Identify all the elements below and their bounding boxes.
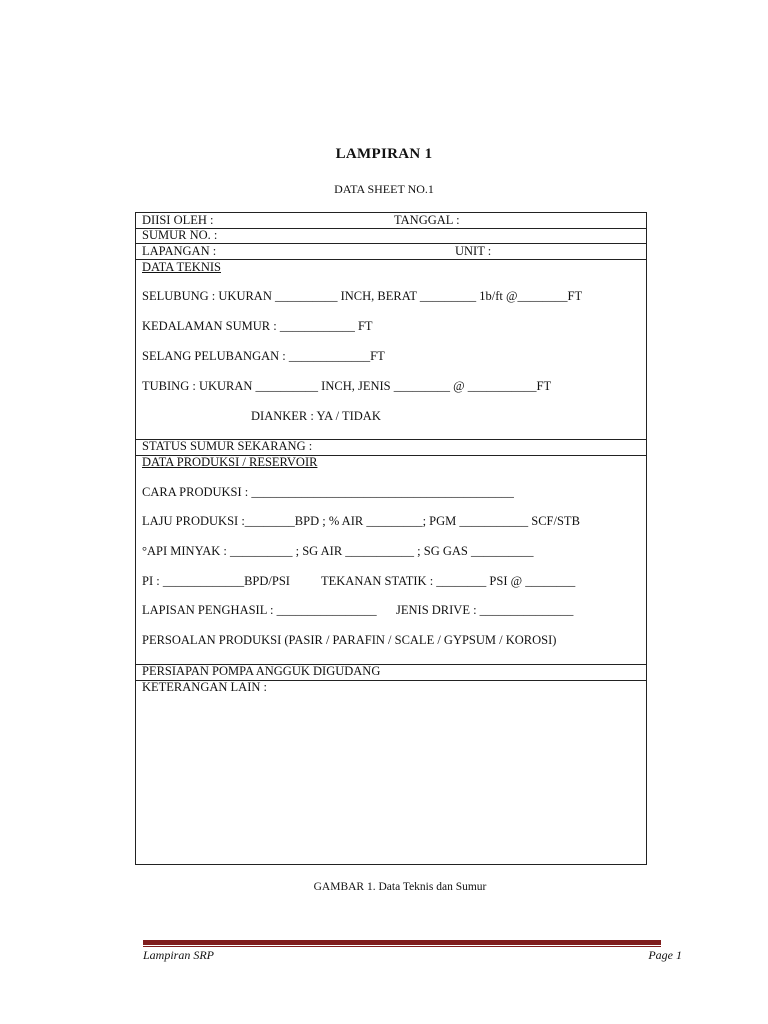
unit-field[interactable]: UNIT : [455, 244, 492, 258]
dianker-line[interactable]: DIANKER : YA / TIDAK [251, 409, 381, 423]
status-sumur-field[interactable]: STATUS SUMUR SEKARANG : [142, 439, 313, 453]
footer-left: Lampiran SRP [143, 948, 215, 962]
figure-caption: GAMBAR 1. Data Teknis dan Sumur [313, 881, 487, 893]
footer-divider [143, 940, 661, 945]
data-sheet-form [135, 212, 647, 865]
keterangan-lain-field[interactable]: KETERANGAN LAIN : [142, 680, 267, 694]
page-heading: LAMPIRAN 1 [335, 146, 433, 162]
tubing-line[interactable]: TUBING : UKURAN __________ INCH, JENIS _________ @ ___________FT [142, 379, 552, 393]
tanggal-field[interactable]: TANGGAL : [394, 213, 460, 227]
jenis-drive-line[interactable]: JENIS DRIVE : _______________ [396, 603, 574, 617]
data-produksi-title: DATA PRODUKSI / RESERVOIR [142, 455, 318, 469]
selubung-line[interactable]: SELUBUNG : UKURAN __________ INCH, BERAT _________ 1b/ft @________FT [142, 289, 583, 303]
footer-divider-thin [143, 946, 661, 947]
lapangan-field[interactable]: LAPANGAN : [142, 244, 217, 258]
kedalaman-line[interactable]: KEDALAMAN SUMUR : ____________ FT [142, 319, 373, 333]
cara-produksi-line[interactable]: CARA PRODUKSI : __________________________________________ [142, 485, 514, 499]
page-number: Page 1 [648, 948, 682, 962]
tekanan-statik-line[interactable]: TEKANAN STATIK : ________ PSI @ ________ [321, 574, 576, 588]
lapisan-penghasil-line[interactable]: LAPISAN PENGHASIL : ________________ [142, 603, 377, 617]
diisi-oleh-field[interactable]: DIISI OLEH : [142, 213, 214, 227]
pi-line[interactable]: PI : _____________BPD/PSI [142, 574, 290, 588]
persoalan-produksi-line[interactable]: PERSOALAN PRODUKSI (PASIR / PARAFIN / SCALE / GYPSUM / KOROSI) [142, 633, 557, 647]
api-minyak-line[interactable]: °API MINYAK : __________ ; SG AIR ___________ ; SG GAS __________ [142, 544, 534, 558]
persiapan-pompa-field[interactable]: PERSIAPAN POMPA ANGGUK DIGUDANG [142, 664, 381, 678]
data-teknis-title: DATA TEKNIS [142, 260, 221, 274]
sumur-no-field[interactable]: SUMUR NO. : [142, 228, 218, 242]
laju-produksi-line[interactable]: LAJU PRODUKSI :________BPD ; % AIR _________; PGM ___________ SCF/STB [142, 514, 580, 528]
data-sheet-title: DATA SHEET NO.1 [334, 182, 434, 196]
selang-line[interactable]: SELANG PELUBANGAN : _____________FT [142, 349, 385, 363]
